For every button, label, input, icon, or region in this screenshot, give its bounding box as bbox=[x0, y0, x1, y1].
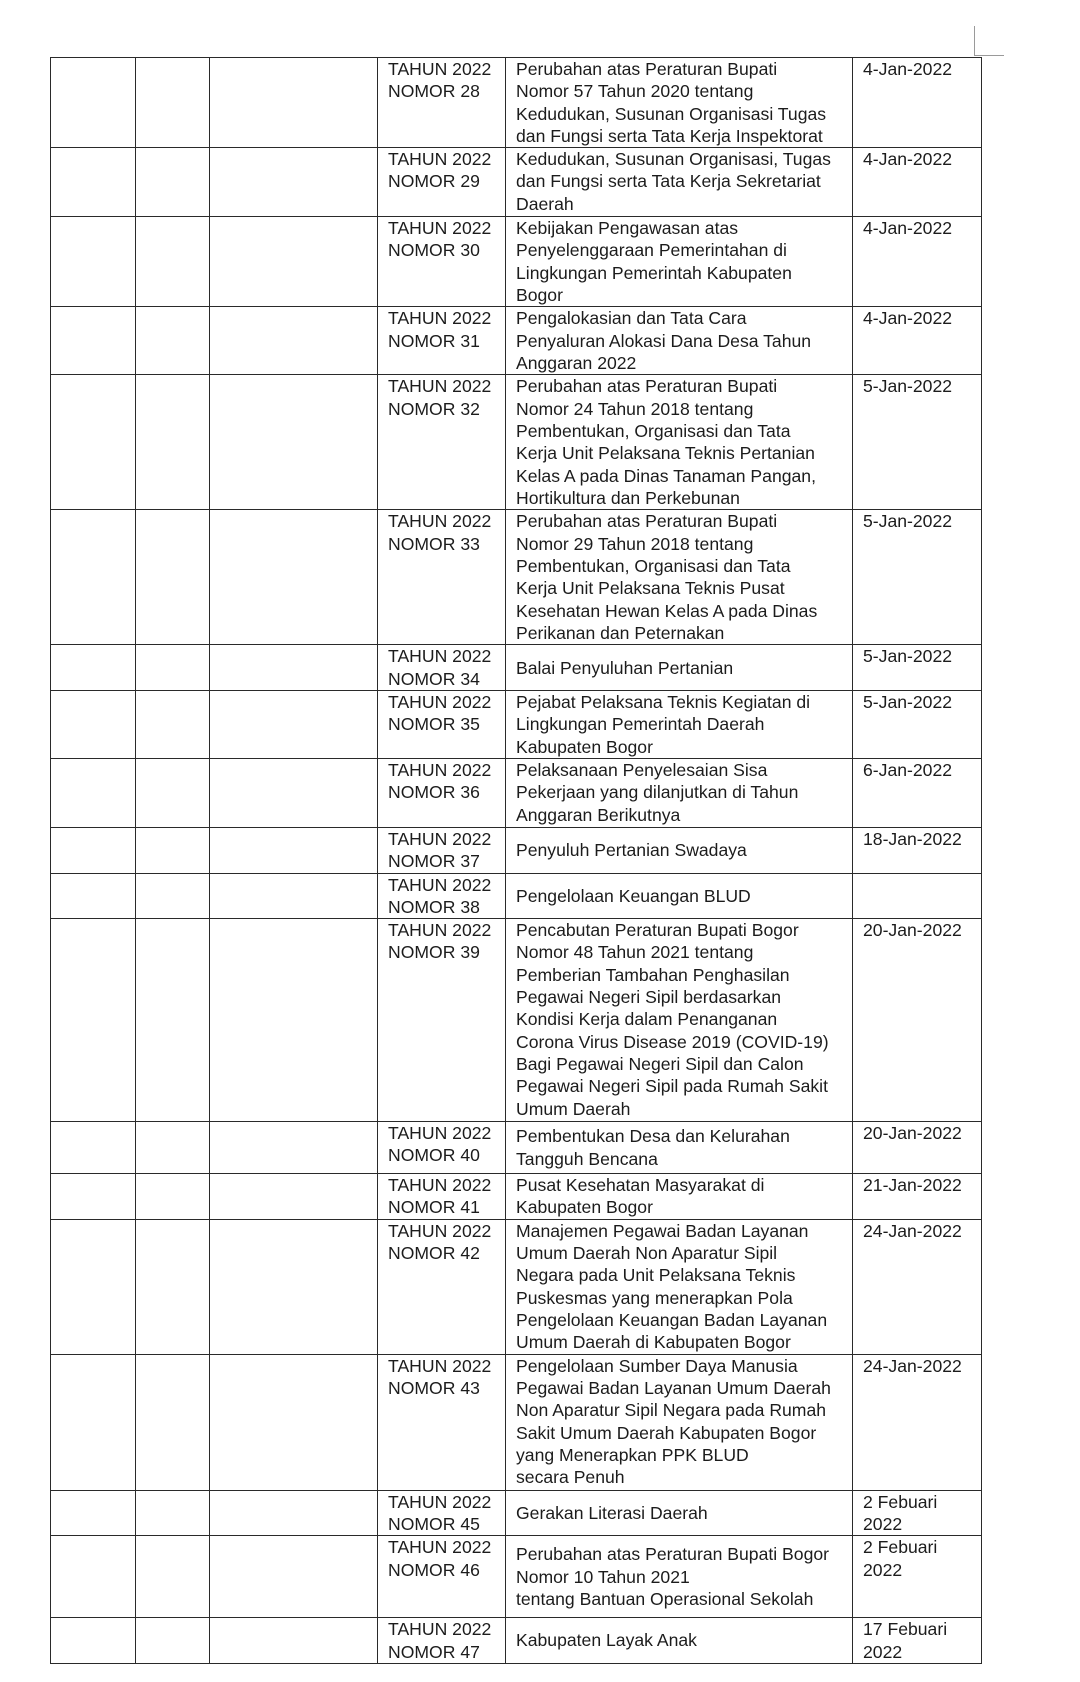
regulation-title-cell bbox=[506, 758, 853, 827]
regulation-date-cell bbox=[853, 1174, 982, 1220]
table-row bbox=[51, 148, 982, 217]
regulation-title-cell-line: Pencabutan Peraturan Bupati Bogor bbox=[516, 920, 799, 941]
regulation-date-cell-line: 20-Jan-2022 bbox=[863, 1123, 962, 1144]
regulation-date-cell bbox=[853, 148, 982, 217]
regulation-title-cell bbox=[506, 1174, 853, 1220]
regulation-date-cell-line: 6-Jan-2022 bbox=[863, 759, 953, 780]
regulation-title-cell-line: Bagi Pegawai Negeri Sipil dan Calon bbox=[516, 1053, 804, 1074]
regulation-number-cell bbox=[378, 827, 506, 873]
empty-cell bbox=[136, 1618, 210, 1664]
regulation-number-cell-line: NOMOR 42 bbox=[388, 1243, 480, 1264]
regulation-title-cell-line: Pegawai Negeri Sipil pada Rumah Sakit bbox=[516, 1076, 828, 1097]
regulation-title-cell bbox=[506, 58, 853, 148]
regulation-title-cell-line: Non Aparatur Sipil Negara pada Rumah bbox=[516, 1400, 827, 1421]
regulation-title-cell bbox=[506, 148, 853, 217]
empty-cell bbox=[210, 690, 378, 758]
empty-cell bbox=[136, 919, 210, 1122]
regulation-title-cell-line: Daerah bbox=[516, 193, 574, 214]
empty-cell bbox=[136, 1174, 210, 1220]
regulation-number-cell bbox=[378, 1490, 506, 1536]
regulation-title-cell bbox=[506, 217, 853, 307]
regulation-number-cell bbox=[378, 217, 506, 307]
regulation-title-cell bbox=[506, 1618, 853, 1664]
regulation-title-cell-line: Penyelenggaraan Pemerintahan di bbox=[516, 240, 787, 261]
regulation-title-cell-line: Puskesmas yang menerapkan Pola bbox=[516, 1287, 793, 1308]
table-row bbox=[51, 690, 982, 758]
regulation-number-cell bbox=[378, 148, 506, 217]
regulation-number-cell bbox=[378, 510, 506, 645]
regulation-number-cell-line: TAHUN 2022 bbox=[388, 1175, 492, 1196]
regulation-title-cell-line: Kondisi Kerja dalam Penanganan bbox=[516, 1009, 778, 1030]
regulation-number-cell-line: NOMOR 32 bbox=[388, 398, 480, 419]
regulation-number-cell bbox=[378, 307, 506, 375]
empty-cell bbox=[136, 375, 210, 510]
regulation-date-cell bbox=[853, 1354, 982, 1490]
regulation-number-cell-line: TAHUN 2022 bbox=[388, 691, 492, 712]
empty-cell bbox=[210, 1490, 378, 1536]
regulation-date-cell-line: 4-Jan-2022 bbox=[863, 218, 953, 239]
regulation-date-cell bbox=[853, 1219, 982, 1354]
regulation-title-cell-line: Kelas A pada Dinas Tanaman Pangan, bbox=[516, 465, 816, 486]
table-row bbox=[51, 1354, 982, 1490]
table-row bbox=[51, 58, 982, 148]
regulation-number-cell-line: TAHUN 2022 bbox=[388, 218, 492, 239]
regulation-title-cell bbox=[506, 375, 853, 510]
regulation-title-cell bbox=[506, 690, 853, 758]
empty-cell bbox=[51, 217, 136, 307]
regulation-date-cell-line: 4-Jan-2022 bbox=[863, 59, 953, 79]
empty-cell bbox=[210, 1219, 378, 1354]
table-row bbox=[51, 1122, 982, 1174]
empty-cell bbox=[210, 307, 378, 375]
empty-cell bbox=[210, 1174, 378, 1220]
regulation-date-cell bbox=[853, 873, 982, 919]
table-row bbox=[51, 1219, 982, 1354]
regulation-title-cell-line: Hortikultura dan Perkebunan bbox=[516, 487, 740, 508]
table-row bbox=[51, 1618, 982, 1664]
regulation-title-cell-line: Lingkungan Pemerintah Daerah bbox=[516, 714, 765, 735]
empty-cell bbox=[51, 375, 136, 510]
regulation-date-cell-line: 2 Febuari bbox=[863, 1491, 938, 1512]
regulation-number-cell bbox=[378, 375, 506, 510]
regulation-title-cell-line: Pengalokasian dan Tata Cara bbox=[516, 308, 747, 329]
regulation-number-cell-line: TAHUN 2022 bbox=[388, 511, 492, 532]
regulation-title-cell-line: Pengelolaan Sumber Daya Manusia bbox=[516, 1355, 798, 1376]
regulation-title-cell-line: Pelaksanaan Penyelesaian Sisa bbox=[516, 759, 768, 780]
regulation-title-cell-line: Tangguh Bencana bbox=[516, 1148, 658, 1169]
table-row bbox=[51, 375, 982, 510]
regulation-title-cell-line: yang Menerapkan PPK BLUD bbox=[516, 1444, 749, 1465]
regulation-title-cell-line: secara Penuh bbox=[516, 1467, 625, 1488]
regulation-title-cell bbox=[506, 1354, 853, 1490]
regulation-date-cell bbox=[853, 307, 982, 375]
empty-cell bbox=[136, 758, 210, 827]
regulation-title-cell-line: Gerakan Literasi Daerah bbox=[516, 1502, 708, 1523]
empty-cell bbox=[210, 1122, 378, 1174]
regulation-title-cell-line: tentang Bantuan Operasional Sekolah bbox=[516, 1588, 814, 1609]
regulation-date-cell-line: 4-Jan-2022 bbox=[863, 149, 953, 170]
regulation-number-cell bbox=[378, 1174, 506, 1220]
empty-cell bbox=[136, 1122, 210, 1174]
regulation-title-cell-line: Perubahan atas Peraturan Bupati bbox=[516, 511, 778, 532]
regulation-number-cell-line: NOMOR 40 bbox=[388, 1145, 480, 1166]
regulation-date-cell bbox=[853, 217, 982, 307]
empty-cell bbox=[51, 1490, 136, 1536]
empty-cell bbox=[51, 827, 136, 873]
regulation-date-cell bbox=[853, 1536, 982, 1618]
regulation-date-cell bbox=[853, 1490, 982, 1536]
empty-cell bbox=[136, 1219, 210, 1354]
empty-cell bbox=[51, 510, 136, 645]
regulation-title-cell-line: Pejabat Pelaksana Teknis Kegiatan di bbox=[516, 691, 811, 712]
empty-cell bbox=[51, 58, 136, 148]
regulation-date-cell bbox=[853, 827, 982, 873]
empty-cell bbox=[51, 1174, 136, 1220]
regulation-title-cell-line: Anggaran 2022 bbox=[516, 352, 637, 373]
regulation-title-cell-line: Kerja Unit Pelaksana Teknis Pusat bbox=[516, 578, 785, 599]
regulation-date-cell-line: 5-Jan-2022 bbox=[863, 646, 953, 667]
regulation-title-cell-line: Pemberian Tambahan Penghasilan bbox=[516, 964, 790, 985]
regulation-date-cell bbox=[853, 58, 982, 148]
regulation-title-cell-line: Pembentukan Desa dan Kelurahan bbox=[516, 1126, 790, 1147]
regulation-title-cell-line: Kedudukan, Susunan Organisasi Tugas bbox=[516, 103, 827, 124]
empty-cell bbox=[210, 217, 378, 307]
regulation-title-cell-line: Nomor 24 Tahun 2018 tentang bbox=[516, 398, 754, 419]
regulation-date-cell bbox=[853, 919, 982, 1122]
regulation-number-cell bbox=[378, 873, 506, 919]
empty-cell bbox=[51, 1536, 136, 1618]
regulation-number-cell-line: TAHUN 2022 bbox=[388, 1220, 492, 1241]
regulation-title-cell-line: Perubahan atas Peraturan Bupati Bogor bbox=[516, 1544, 829, 1565]
regulation-number-cell-line: NOMOR 43 bbox=[388, 1378, 480, 1399]
regulation-title-cell bbox=[506, 1219, 853, 1354]
regulation-number-cell bbox=[378, 1618, 506, 1664]
regulation-number-cell-line: TAHUN 2022 bbox=[388, 920, 492, 941]
regulation-title-cell-line: Manajemen Pegawai Badan Layanan bbox=[516, 1220, 809, 1241]
regulation-number-cell-line: NOMOR 30 bbox=[388, 240, 480, 261]
regulation-title-cell-line: Kedudukan, Susunan Organisasi, Tugas bbox=[516, 149, 831, 170]
regulation-number-cell bbox=[378, 758, 506, 827]
regulation-date-cell-line: 5-Jan-2022 bbox=[863, 511, 953, 532]
regulation-number-cell-line: NOMOR 38 bbox=[388, 896, 480, 917]
table-row bbox=[51, 217, 982, 307]
regulation-date-cell bbox=[853, 1618, 982, 1664]
regulation-number-cell-line: NOMOR 41 bbox=[388, 1197, 480, 1218]
regulation-title-cell-line: Nomor 10 Tahun 2021 bbox=[516, 1566, 690, 1587]
regulation-number-cell-line: TAHUN 2022 bbox=[388, 1491, 492, 1512]
regulation-number-cell bbox=[378, 1219, 506, 1354]
regulation-number-cell-line: TAHUN 2022 bbox=[388, 59, 492, 79]
regulation-number-cell-line: TAHUN 2022 bbox=[388, 646, 492, 667]
regulation-title-cell-line: Penyaluran Alokasi Dana Desa Tahun bbox=[516, 330, 812, 351]
regulation-title-cell-line: Kabupaten Bogor bbox=[516, 736, 653, 757]
regulation-date-cell bbox=[853, 758, 982, 827]
regulation-number-cell-line: NOMOR 31 bbox=[388, 330, 480, 351]
regulation-title-cell bbox=[506, 1536, 853, 1618]
regulation-date-cell-line: 4-Jan-2022 bbox=[863, 308, 953, 329]
empty-cell bbox=[210, 919, 378, 1122]
regulation-title-cell-line: Penyuluh Pertanian Swadaya bbox=[516, 840, 747, 861]
regulation-date-cell bbox=[853, 645, 982, 691]
empty-cell bbox=[136, 307, 210, 375]
regulation-number-cell-line: TAHUN 2022 bbox=[388, 1619, 492, 1640]
regulation-title-cell-line: Pengelolaan Keuangan BLUD bbox=[516, 885, 751, 906]
regulation-number-cell bbox=[378, 645, 506, 691]
regulation-date-cell-line: 21-Jan-2022 bbox=[863, 1175, 962, 1196]
regulation-number-cell-line: TAHUN 2022 bbox=[388, 828, 492, 849]
empty-cell bbox=[136, 58, 210, 148]
regulation-title-cell-line: Bogor bbox=[516, 285, 563, 306]
empty-cell bbox=[136, 1490, 210, 1536]
regulation-title-cell-line: Kabupaten Bogor bbox=[516, 1197, 653, 1218]
empty-cell bbox=[210, 873, 378, 919]
empty-cell bbox=[51, 148, 136, 217]
regulation-date-cell-line: 5-Jan-2022 bbox=[863, 376, 953, 397]
table-row bbox=[51, 307, 982, 375]
regulation-number-cell-line: NOMOR 34 bbox=[388, 668, 480, 689]
regulation-title-cell-line: Kesehatan Hewan Kelas A pada Dinas bbox=[516, 600, 818, 621]
regulation-title-cell-line: Pegawai Badan Layanan Umum Daerah bbox=[516, 1378, 831, 1399]
regulation-title-cell-line: Perubahan atas Peraturan Bupati bbox=[516, 59, 778, 79]
regulation-title-cell-line: Anggaran Berikutnya bbox=[516, 804, 681, 825]
regulation-title-cell-line: Kabupaten Layak Anak bbox=[516, 1630, 697, 1651]
regulation-title-cell-line: Kerja Unit Pelaksana Teknis Pertanian bbox=[516, 443, 815, 464]
empty-cell bbox=[136, 645, 210, 691]
table-row bbox=[51, 1490, 982, 1536]
empty-cell bbox=[51, 307, 136, 375]
empty-cell bbox=[51, 1122, 136, 1174]
table-row bbox=[51, 919, 982, 1122]
regulation-number-cell-line: NOMOR 47 bbox=[388, 1641, 480, 1662]
regulation-title-cell bbox=[506, 1122, 853, 1174]
empty-cell bbox=[210, 148, 378, 217]
regulation-title-cell-line: Pembentukan, Organisasi dan Tata bbox=[516, 555, 791, 576]
regulation-date-cell bbox=[853, 1122, 982, 1174]
regulation-title-cell-line: Pusat Kesehatan Masyarakat di bbox=[516, 1175, 765, 1196]
regulation-title-cell-line: Corona Virus Disease 2019 (COVID-19) bbox=[516, 1031, 829, 1052]
empty-cell bbox=[210, 758, 378, 827]
table-row bbox=[51, 827, 982, 873]
page-corner-mark bbox=[974, 26, 1004, 56]
regulation-number-cell-line: TAHUN 2022 bbox=[388, 759, 492, 780]
regulation-date-cell-line: 24-Jan-2022 bbox=[863, 1220, 962, 1241]
regulation-number-cell bbox=[378, 1536, 506, 1618]
regulation-title-cell-line: Pegawai Negeri Sipil berdasarkan bbox=[516, 987, 782, 1008]
empty-cell bbox=[136, 873, 210, 919]
regulation-title-cell-line: Kebijakan Pengawasan atas bbox=[516, 218, 739, 239]
regulation-title-cell-line: Lingkungan Pemerintah Kabupaten bbox=[516, 262, 792, 283]
empty-cell bbox=[51, 873, 136, 919]
regulation-title-cell-line: Umum Daerah Non Aparatur Sipil bbox=[516, 1243, 778, 1264]
regulation-number-cell bbox=[378, 1354, 506, 1490]
empty-cell bbox=[210, 375, 378, 510]
regulation-title-cell-line: Balai Penyuluhan Pertanian bbox=[516, 657, 734, 678]
regulation-date-cell bbox=[853, 375, 982, 510]
empty-cell bbox=[136, 690, 210, 758]
regulation-title-cell-line: Negara pada Unit Pelaksana Teknis bbox=[516, 1265, 796, 1286]
regulation-number-cell-line: NOMOR 39 bbox=[388, 942, 480, 963]
regulation-title-cell-line: Umum Daerah di Kabupaten Bogor bbox=[516, 1332, 791, 1353]
regulation-table bbox=[50, 57, 982, 1664]
regulation-number-cell-line: NOMOR 46 bbox=[388, 1559, 480, 1580]
regulation-number-cell-line: TAHUN 2022 bbox=[388, 308, 492, 329]
table-row bbox=[51, 758, 982, 827]
table-row bbox=[51, 873, 982, 919]
regulation-number-cell-line: NOMOR 35 bbox=[388, 714, 480, 735]
empty-cell bbox=[51, 758, 136, 827]
regulation-title-cell-line: Umum Daerah bbox=[516, 1098, 631, 1119]
regulation-number-cell bbox=[378, 919, 506, 1122]
regulation-number-cell bbox=[378, 690, 506, 758]
regulation-title-cell bbox=[506, 645, 853, 691]
regulation-date-cell-line: 20-Jan-2022 bbox=[863, 920, 962, 941]
regulation-number-cell-line: NOMOR 29 bbox=[388, 171, 480, 192]
empty-cell bbox=[136, 827, 210, 873]
empty-cell bbox=[210, 510, 378, 645]
empty-cell bbox=[210, 1354, 378, 1490]
table-row bbox=[51, 510, 982, 645]
regulation-date-cell-line: 2022 bbox=[863, 1559, 903, 1580]
regulation-number-cell-line: TAHUN 2022 bbox=[388, 149, 492, 170]
regulation-number-cell-line: NOMOR 45 bbox=[388, 1514, 480, 1535]
table-row bbox=[51, 1536, 982, 1618]
regulation-title-cell bbox=[506, 919, 853, 1122]
regulation-number-cell-line: TAHUN 2022 bbox=[388, 874, 492, 895]
regulation-title-cell-line: Perikanan dan Peternakan bbox=[516, 622, 725, 643]
regulation-number-cell-line: TAHUN 2022 bbox=[388, 376, 492, 397]
regulation-title-cell-line: Nomor 48 Tahun 2021 tentang bbox=[516, 942, 754, 963]
regulation-title-cell bbox=[506, 873, 853, 919]
empty-cell bbox=[210, 58, 378, 148]
empty-cell bbox=[51, 645, 136, 691]
regulation-number-cell-line: TAHUN 2022 bbox=[388, 1123, 492, 1144]
empty-cell bbox=[136, 510, 210, 645]
regulation-date-cell-line: 5-Jan-2022 bbox=[863, 691, 953, 712]
regulation-title-cell bbox=[506, 827, 853, 873]
empty-cell bbox=[210, 827, 378, 873]
regulation-number-cell-line: NOMOR 28 bbox=[388, 81, 480, 102]
empty-cell bbox=[210, 1536, 378, 1618]
regulation-title-cell-line: Nomor 29 Tahun 2018 tentang bbox=[516, 533, 754, 554]
empty-cell bbox=[210, 645, 378, 691]
empty-cell bbox=[136, 1354, 210, 1490]
empty-cell bbox=[51, 1219, 136, 1354]
regulation-title-cell bbox=[506, 307, 853, 375]
regulation-title-cell bbox=[506, 1490, 853, 1536]
regulation-date-cell-line: 2022 bbox=[863, 1514, 903, 1535]
empty-cell bbox=[136, 1536, 210, 1618]
regulation-date-cell-line: 24-Jan-2022 bbox=[863, 1355, 962, 1376]
regulation-date-cell-line: 2022 bbox=[863, 1641, 903, 1662]
regulation-title-cell bbox=[506, 510, 853, 645]
regulation-title-cell-line: Perubahan atas Peraturan Bupati bbox=[516, 376, 778, 397]
regulation-date-cell-line: 17 Febuari bbox=[863, 1619, 948, 1640]
empty-cell bbox=[51, 919, 136, 1122]
regulation-number-cell bbox=[378, 1122, 506, 1174]
regulation-date-cell-line: 2 Febuari bbox=[863, 1537, 938, 1558]
empty-cell bbox=[51, 690, 136, 758]
regulation-date-cell bbox=[853, 510, 982, 645]
regulation-date-cell-line: 18-Jan-2022 bbox=[863, 828, 962, 849]
empty-cell bbox=[51, 1618, 136, 1664]
table-row bbox=[51, 645, 982, 691]
empty-cell bbox=[136, 217, 210, 307]
regulation-title-cell-line: Pekerjaan yang dilanjutkan di Tahun bbox=[516, 782, 799, 803]
regulation-table-body bbox=[51, 58, 982, 1664]
regulation-number-cell-line: TAHUN 2022 bbox=[388, 1355, 492, 1376]
regulation-title-cell-line: dan Fungsi serta Tata Kerja Inspektorat bbox=[516, 125, 823, 146]
regulation-date-cell bbox=[853, 690, 982, 758]
empty-cell bbox=[136, 148, 210, 217]
regulation-number-cell-line: TAHUN 2022 bbox=[388, 1537, 492, 1558]
table-row bbox=[51, 1174, 982, 1220]
empty-cell bbox=[210, 1618, 378, 1664]
regulation-title-cell-line: Sakit Umum Daerah Kabupaten Bogor bbox=[516, 1422, 817, 1443]
regulation-number-cell-line: NOMOR 36 bbox=[388, 782, 480, 803]
regulation-title-cell-line: dan Fungsi serta Tata Kerja Sekretariat bbox=[516, 171, 821, 192]
regulation-title-cell-line: Pembentukan, Organisasi dan Tata bbox=[516, 420, 791, 441]
regulation-number-cell-line: NOMOR 37 bbox=[388, 851, 480, 872]
regulation-number-cell-line: NOMOR 33 bbox=[388, 533, 480, 554]
regulation-title-cell-line: Nomor 57 Tahun 2020 tentang bbox=[516, 81, 754, 102]
regulation-number-cell bbox=[378, 58, 506, 148]
regulation-title-cell-line: Pengelolaan Keuangan Badan Layanan bbox=[516, 1309, 828, 1330]
empty-cell bbox=[51, 1354, 136, 1490]
